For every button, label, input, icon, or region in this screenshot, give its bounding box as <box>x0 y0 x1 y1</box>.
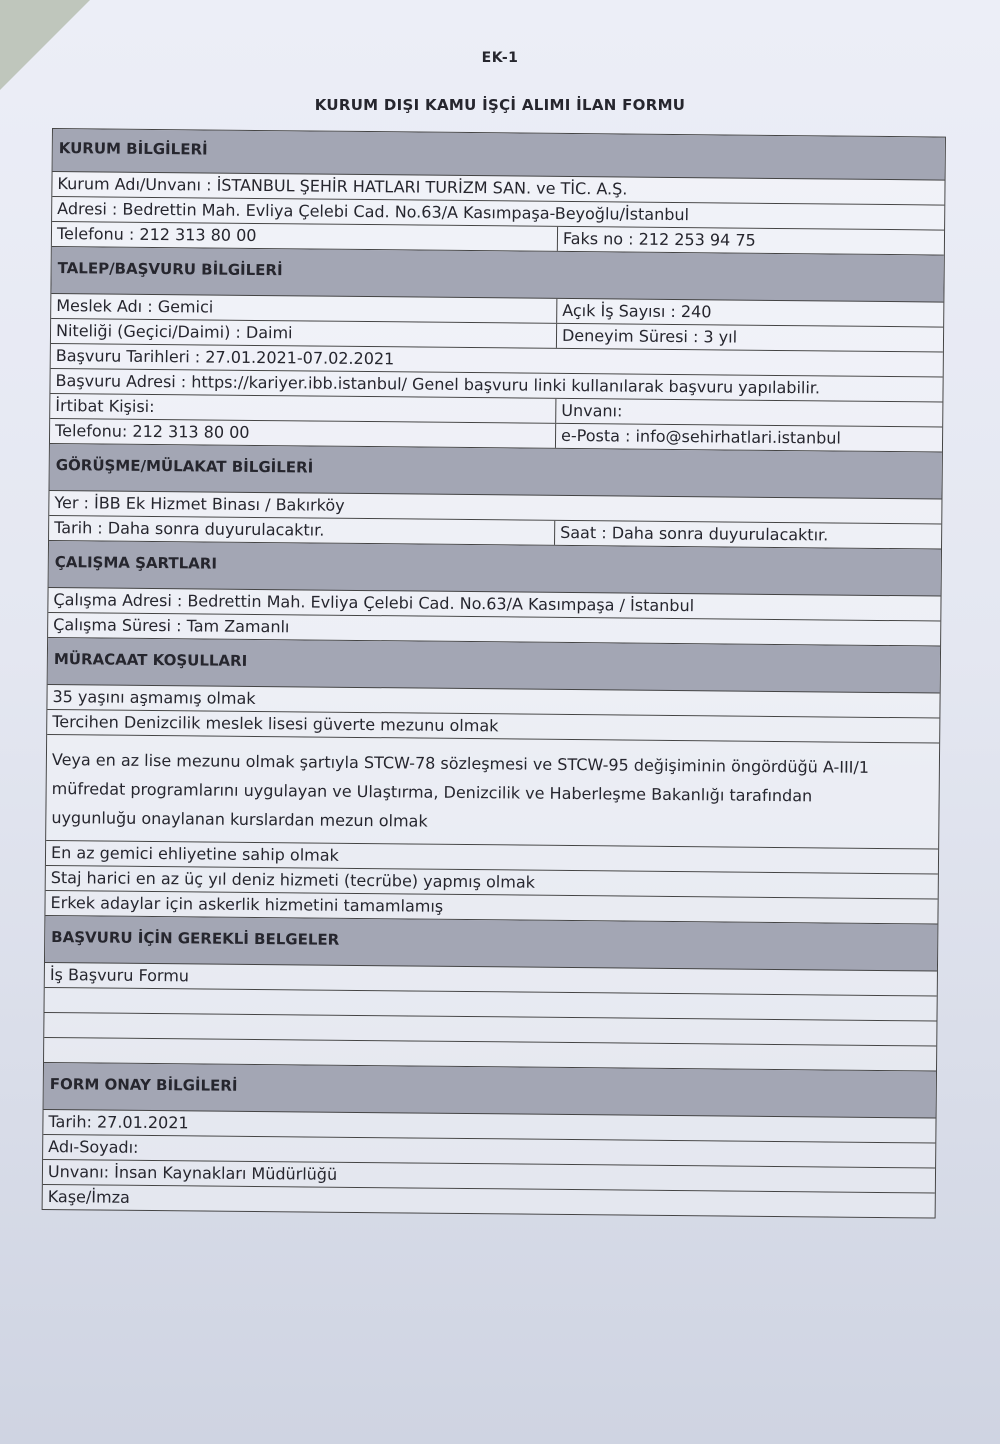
irtibat-kisisi: İrtibat Kişisi: <box>50 394 556 423</box>
onay-adi-soyadi: Adı-Soyadı: <box>48 1137 139 1157</box>
kosul-deniz-hizmeti: Staj harici en az üç yıl deniz hizmeti (tecrübe) yapmış olmak <box>50 868 536 892</box>
section-talep-header: TALEP/BAŞVURU BİLGİLERİ <box>51 247 943 303</box>
basvuru-tarihleri: Başvuru Tarihleri : 27.01.2021-07.02.2021 <box>55 346 395 369</box>
section-onay-header: FORM ONAY BİLGİLERİ <box>44 1063 936 1119</box>
announcement-form-table <box>42 128 946 1219</box>
section-muracaat-header: MÜRACAAT KOŞULLARI <box>48 638 940 694</box>
meslek-adi: Meslek Adı : Gemici <box>51 294 557 323</box>
kosul-denizcilik-lisesi: Tercihen Denizcilik meslek lisesi güverte mezunu olmak <box>52 712 499 736</box>
irtibat-unvan: Unvanı: <box>561 400 623 421</box>
calisma-adresi: Çalışma Adresi : Bedrettin Mah. Evliya Çelebi Cad. No.63/A Kasımpaşa / İstanbul <box>53 590 695 616</box>
niteligi: Niteliği (Geçici/Daimi) : Daimi <box>51 319 557 348</box>
kosul-askerlik: Erkek adaylar için askerlik hizmetini tamamlamış <box>50 893 444 916</box>
basvuru-adresi: Başvuru Adresi : https://kariyer.ibb.istanbul/ Genel başvuru linki kullanılarak başvuru yapılabilir. <box>55 371 821 398</box>
onay-unvan: Unvanı: İnsan Kaynakları Müdürlüğü <box>47 1162 338 1184</box>
kosul-row <box>46 735 939 850</box>
kosul-yas: 35 yaşını aşmamış olmak <box>52 687 256 708</box>
irtibat-telefon: Telefonu: 212 313 80 00 <box>50 419 556 448</box>
section-kurum-header: KURUM BİLGİLERİ <box>53 129 945 181</box>
background-corner <box>0 0 90 90</box>
kurum-adi: Kurum Adı/Unvanı : İSTANBUL ŞEHİR HATLARI TURİZM SAN. ve TİC. A.Ş. <box>57 174 628 199</box>
deneyim-suresi: Deneyim Süresi : 3 yıl <box>561 325 738 347</box>
kurum-adres: Adresi : Bedrettin Mah. Evliya Çelebi Cad. No.63/A Kasımpaşa-Beyoğlu/İstanbul <box>57 199 690 225</box>
onay-kase-imza: Kaşe/İmza <box>47 1187 130 1207</box>
mulakat-yer: Yer : İBB Ek Hizmet Binası / Bakırköy <box>54 493 345 515</box>
form-title: KURUM DIŞI KAMU İŞÇİ ALIMI İLAN FORMU <box>314 96 686 114</box>
kurum-faks: Faks no : 212 253 94 75 <box>562 228 756 250</box>
onay-tarih: Tarih: 27.01.2021 <box>48 1112 189 1133</box>
belge-is-basvuru-formu: İş Başvuru Formu <box>49 965 190 986</box>
kosul-stcw: Veya en az lise mezunu olmak şartıyla STCW-78 sözleşmesi ve STCW-95 değişiminin öngördüğü A-III/1 müfredat programlarını uygulayan ve Ulaştırma, Denizcilik ve Haberleşme Bakanlığı tarafından uygunluğu onaylanan kurslardan mezun olmak <box>51 750 870 831</box>
section-belgeler-header: BAŞVURU İÇİN GEREKLİ BELGELER <box>45 916 937 972</box>
section-calisma-header: ÇALIŞMA ŞARTLARI <box>49 541 941 597</box>
irtibat-eposta: e-Posta : info@sehirhatlari.istanbul <box>560 425 842 448</box>
annex-label: EK-1 <box>481 50 519 66</box>
kosul-ehliyet: En az gemici ehliyetine sahip olmak <box>50 843 339 865</box>
section-gorusme-header: GÖRÜŞME/MÜLAKAT BİLGİLERİ <box>50 444 942 500</box>
mulakat-saat: Saat : Daha sonra duyurulacaktır. <box>560 522 829 545</box>
acik-is-sayisi: Açık İş Sayısı : 240 <box>562 300 712 322</box>
kurum-telefon: Telefonu : 212 313 80 00 <box>52 222 558 251</box>
calisma-suresi: Çalışma Süresi : Tam Zamanlı <box>53 615 290 637</box>
mulakat-tarih: Tarih : Daha sonra duyurulacaktır. <box>49 516 555 545</box>
